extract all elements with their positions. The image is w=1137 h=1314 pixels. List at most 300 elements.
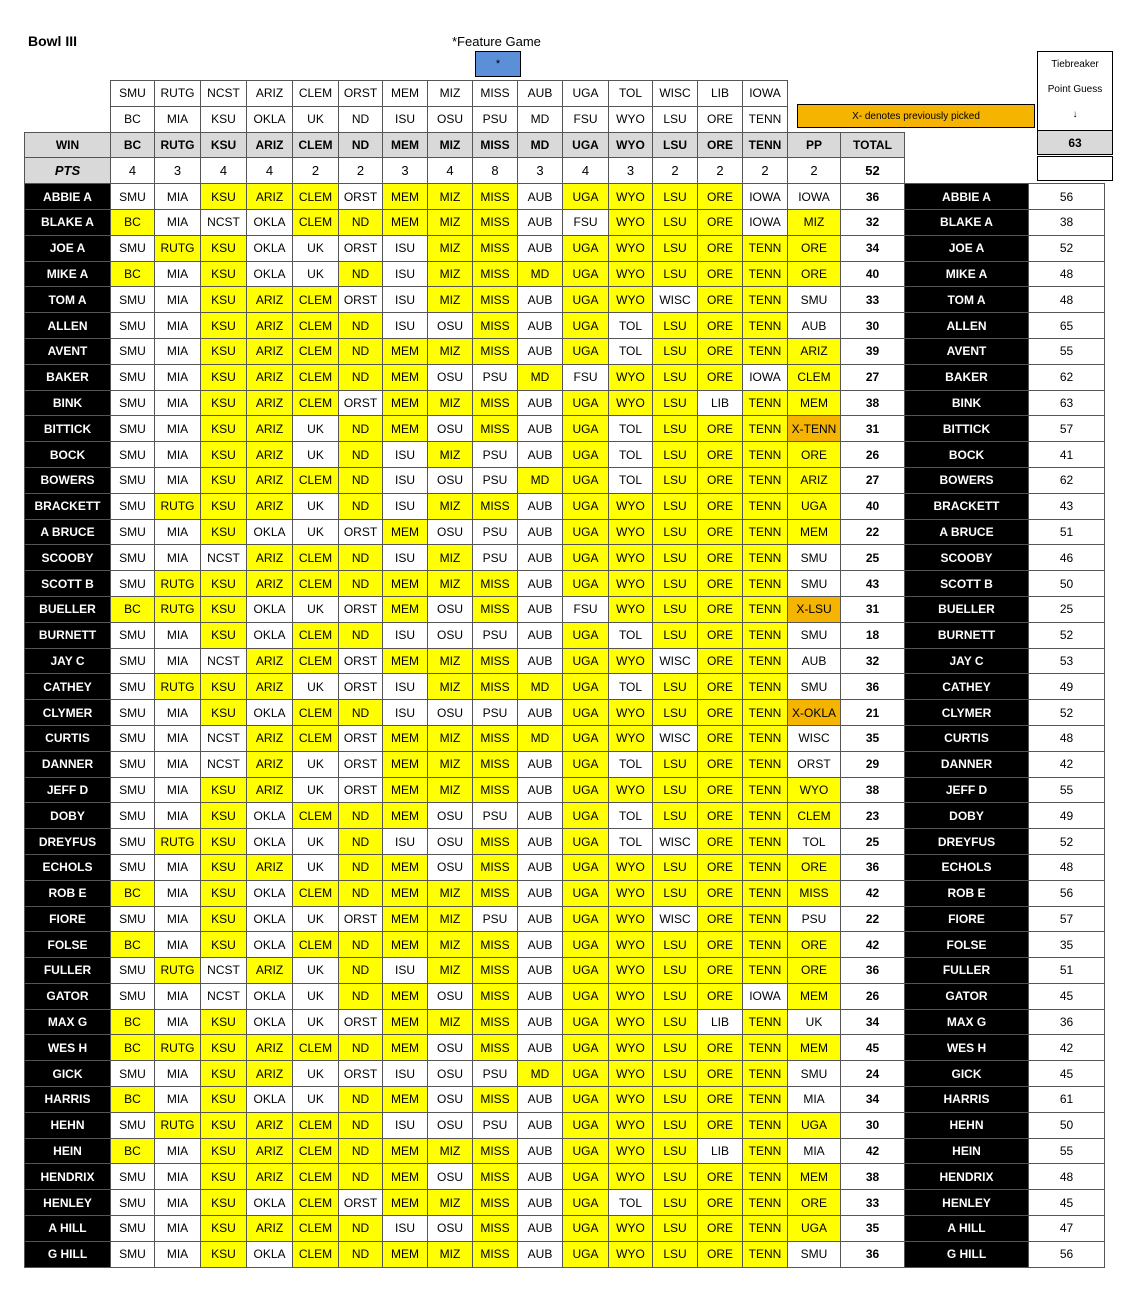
pick-cell: SMU <box>111 1241 155 1267</box>
pick-cell: OSU <box>428 416 473 442</box>
team-cell: UGA <box>563 81 609 107</box>
pick-cell: MIZ <box>428 338 473 364</box>
pick-cell: LSU <box>653 1035 698 1061</box>
player-name-repeat: BITTICK <box>905 416 1029 442</box>
player-row <box>25 803 1105 829</box>
player-name: BURNETT <box>25 622 111 648</box>
player-name-repeat: DREYFUS <box>905 829 1029 855</box>
pick-cell: MISS <box>473 1241 518 1267</box>
pick-cell: ND <box>339 493 383 519</box>
previously-picked-note: X- denotes previously picked <box>797 104 1035 128</box>
pick-cell: UK <box>293 958 339 984</box>
pick-cell: MIA <box>155 1164 201 1190</box>
pick-cell: TENN <box>743 416 788 442</box>
pick-cell: ND <box>339 700 383 726</box>
player-name: ROB E <box>25 880 111 906</box>
pick-cell: UK <box>293 1061 339 1087</box>
pick-cell: TENN <box>743 803 788 829</box>
pick-cell: IOWA <box>743 983 788 1009</box>
pick-cell: SMU <box>111 700 155 726</box>
pick-cell: CLEM <box>293 725 339 751</box>
pick-cell: UK <box>293 751 339 777</box>
pick-cell: KSU <box>201 1035 247 1061</box>
pick-cell: ISU <box>383 829 428 855</box>
pick-cell: UGA <box>563 261 609 287</box>
pick-cell: MIA <box>155 880 201 906</box>
pick-cell: ORST <box>339 184 383 210</box>
pick-cell: LSU <box>653 751 698 777</box>
pick-cell: PSU <box>473 803 518 829</box>
player-name-repeat: TOM A <box>905 287 1029 313</box>
pick-cell: MISS <box>473 880 518 906</box>
pick-cell: ORE <box>698 1061 743 1087</box>
total-cell: 26 <box>841 442 905 468</box>
points-cell: 3 <box>155 158 201 184</box>
pick-cell: UGA <box>563 235 609 261</box>
power-pick-cell: SMU <box>788 1241 841 1267</box>
pick-cell: RUTG <box>155 829 201 855</box>
team-cell: WISC <box>653 81 698 107</box>
pick-cell: ORE <box>698 1112 743 1138</box>
pick-cell: ISU <box>383 442 428 468</box>
pick-cell: ORE <box>698 519 743 545</box>
pick-cell: TOL <box>609 803 653 829</box>
pick-cell: ORE <box>698 545 743 571</box>
pick-cell: ORST <box>339 390 383 416</box>
pick-cell: MEM <box>383 519 428 545</box>
pick-cell: ORST <box>339 725 383 751</box>
pick-cell: MIZ <box>428 751 473 777</box>
pick-cell: ORE <box>698 1164 743 1190</box>
pick-cell: SMU <box>111 674 155 700</box>
tiebreaker-guess: 38 <box>1029 209 1105 235</box>
pick-cell: IOWA <box>743 364 788 390</box>
pick-cell: MEM <box>383 338 428 364</box>
total-cell: 38 <box>841 390 905 416</box>
pick-cell: OKLA <box>247 622 293 648</box>
player-row <box>25 1216 1105 1242</box>
team-cell: OKLA <box>247 106 293 132</box>
pick-cell: WYO <box>609 777 653 803</box>
pick-cell: TOL <box>609 416 653 442</box>
player-row <box>25 932 1105 958</box>
pick-cell: KSU <box>201 622 247 648</box>
tiebreaker-guess: 52 <box>1029 829 1105 855</box>
pick-cell: NCST <box>201 751 247 777</box>
pick-cell: AUB <box>518 854 563 880</box>
pick-cell: UGA <box>563 880 609 906</box>
pick-cell: LSU <box>653 364 698 390</box>
pick-cell: WYO <box>609 1061 653 1087</box>
pick-cell: TENN <box>743 932 788 958</box>
spacer-cell <box>25 81 111 107</box>
pick-cell: ND <box>339 1216 383 1242</box>
points-cell: 2 <box>698 158 743 184</box>
pick-cell: SMU <box>111 622 155 648</box>
pick-cell: OKLA <box>247 519 293 545</box>
power-pick-cell: MEM <box>788 519 841 545</box>
tiebreaker-guess: 49 <box>1029 803 1105 829</box>
player-name: FULLER <box>25 958 111 984</box>
pick-cell: PSU <box>473 622 518 648</box>
power-pick-cell: MEM <box>788 1035 841 1061</box>
pick-cell: MIA <box>155 1138 201 1164</box>
pick-cell: LSU <box>653 235 698 261</box>
player-name: SCOTT B <box>25 571 111 597</box>
pick-cell: OSU <box>428 1061 473 1087</box>
pick-cell: LSU <box>653 545 698 571</box>
power-pick-cell: MIA <box>788 1087 841 1113</box>
pick-cell: OKLA <box>247 700 293 726</box>
pick-cell: MEM <box>383 648 428 674</box>
power-pick-cell: X-OKLA <box>788 700 841 726</box>
pick-cell: OKLA <box>247 1009 293 1035</box>
pick-cell: AUB <box>518 1009 563 1035</box>
pick-cell: MISS <box>473 1216 518 1242</box>
pick-cell: ORE <box>698 338 743 364</box>
pick-cell: OSU <box>428 1035 473 1061</box>
team-cell: PSU <box>473 106 518 132</box>
pick-cell: SMU <box>111 1190 155 1216</box>
pick-cell: UGA <box>563 287 609 313</box>
pick-cell: ORE <box>698 364 743 390</box>
pick-cell: OSU <box>428 983 473 1009</box>
pick-cell: CLEM <box>293 287 339 313</box>
tiebreaker-guess: 65 <box>1029 313 1105 339</box>
pick-cell: UGA <box>563 571 609 597</box>
pick-cell: LSU <box>653 1112 698 1138</box>
total-cell: 26 <box>841 983 905 1009</box>
spacer-cell <box>841 81 905 107</box>
pick-cell: AUB <box>518 751 563 777</box>
pick-cell: LSU <box>653 1190 698 1216</box>
pick-cell: WISC <box>653 648 698 674</box>
pick-cell: TENN <box>743 880 788 906</box>
pick-cell: UGA <box>563 725 609 751</box>
player-name-repeat: FOLSE <box>905 932 1029 958</box>
pick-cell: UGA <box>563 519 609 545</box>
pick-cell: CLEM <box>293 1241 339 1267</box>
pick-cell: WISC <box>653 287 698 313</box>
points-cell: 4 <box>428 158 473 184</box>
winner-cell: MEM <box>383 132 428 158</box>
pick-cell: TOL <box>609 829 653 855</box>
power-pick-cell: SMU <box>788 1061 841 1087</box>
pick-cell: ORE <box>698 287 743 313</box>
tiebreaker-guess: 56 <box>1029 184 1105 210</box>
pick-cell: MIZ <box>428 932 473 958</box>
total-cell: 23 <box>841 803 905 829</box>
pick-cell: LSU <box>653 184 698 210</box>
pick-cell: AUB <box>518 209 563 235</box>
pick-cell: TENN <box>743 648 788 674</box>
pick-cell: UGA <box>563 674 609 700</box>
points-cell: 8 <box>473 158 518 184</box>
player-name: JAY C <box>25 648 111 674</box>
pick-cell: ND <box>339 1164 383 1190</box>
pick-cell: UK <box>293 854 339 880</box>
pick-cell: KSU <box>201 777 247 803</box>
player-name-repeat: JAY C <box>905 648 1029 674</box>
pick-cell: SMU <box>111 983 155 1009</box>
pick-cell: OKLA <box>247 1087 293 1113</box>
power-pick-cell: ORE <box>788 854 841 880</box>
pick-cell: SMU <box>111 1164 155 1190</box>
pick-cell: ORST <box>339 777 383 803</box>
pick-cell: ARIZ <box>247 493 293 519</box>
pick-cell: MEM <box>383 209 428 235</box>
pick-cell: MIZ <box>428 1241 473 1267</box>
tiebreaker-guess: 48 <box>1029 1164 1105 1190</box>
pick-cell: FSU <box>563 364 609 390</box>
pick-cell: ARIZ <box>247 854 293 880</box>
pick-cell: UGA <box>563 442 609 468</box>
pick-cell: MISS <box>473 235 518 261</box>
tiebreaker-guess: 41 <box>1029 442 1105 468</box>
pick-cell: ARIZ <box>247 545 293 571</box>
pick-cell: SMU <box>111 1216 155 1242</box>
pick-cell: ISU <box>383 958 428 984</box>
pick-cell: MISS <box>473 338 518 364</box>
power-pick-cell: UGA <box>788 493 841 519</box>
pick-cell: TENN <box>743 493 788 519</box>
pick-cell: ISU <box>383 622 428 648</box>
pick-cell: MISS <box>473 958 518 984</box>
player-name: DREYFUS <box>25 829 111 855</box>
player-name-repeat: G HILL <box>905 1241 1029 1267</box>
pick-cell: TENN <box>743 1112 788 1138</box>
player-name: GICK <box>25 1061 111 1087</box>
pick-cell: ND <box>339 958 383 984</box>
power-pick-cell: TOL <box>788 829 841 855</box>
pick-cell: WYO <box>609 1009 653 1035</box>
player-row <box>25 235 1105 261</box>
winner-cell: RUTG <box>155 132 201 158</box>
player-row <box>25 1009 1105 1035</box>
power-pick-cell: ORE <box>788 1190 841 1216</box>
pick-cell: MIA <box>155 1087 201 1113</box>
tiebreaker-guess: 52 <box>1029 700 1105 726</box>
player-row <box>25 700 1105 726</box>
pick-cell: ISU <box>383 700 428 726</box>
pick-cell: ORE <box>698 235 743 261</box>
power-pick-cell: SMU <box>788 545 841 571</box>
pick-cell: UGA <box>563 906 609 932</box>
pick-cell: SMU <box>111 416 155 442</box>
team-cell: NCST <box>201 81 247 107</box>
player-row <box>25 829 1105 855</box>
player-name: BUELLER <box>25 596 111 622</box>
pick-cell: AUB <box>518 1190 563 1216</box>
player-row <box>25 184 1105 210</box>
total-cell: 39 <box>841 338 905 364</box>
pick-cell: AUB <box>518 958 563 984</box>
pick-cell: WYO <box>609 493 653 519</box>
tiebreaker-guess: 42 <box>1029 751 1105 777</box>
pick-cell: OSU <box>428 803 473 829</box>
total-cell: 36 <box>841 958 905 984</box>
pick-cell: AUB <box>518 313 563 339</box>
pick-cell: ARIZ <box>247 1061 293 1087</box>
pick-cell: MISS <box>473 1190 518 1216</box>
pick-cell: TOL <box>609 674 653 700</box>
pick-cell: UGA <box>563 648 609 674</box>
pick-cell: MEM <box>383 1087 428 1113</box>
pick-cell: MEM <box>383 364 428 390</box>
pick-cell: ORE <box>698 1190 743 1216</box>
pick-cell: BC <box>111 1138 155 1164</box>
pick-cell: MISS <box>473 1087 518 1113</box>
pick-cell: PSU <box>473 442 518 468</box>
pick-cell: ARIZ <box>247 184 293 210</box>
pick-cell: AUB <box>518 1216 563 1242</box>
total-cell: 21 <box>841 700 905 726</box>
pick-cell: MIZ <box>428 545 473 571</box>
pick-cell: MIZ <box>428 1009 473 1035</box>
player-row <box>25 622 1105 648</box>
power-pick-cell: ARIZ <box>788 338 841 364</box>
pick-cell: UK <box>293 261 339 287</box>
player-name: BAKER <box>25 364 111 390</box>
pick-cell: ISU <box>383 545 428 571</box>
tiebreaker-guess: 45 <box>1029 983 1105 1009</box>
tiebreaker-guess: 45 <box>1029 1061 1105 1087</box>
player-name-repeat: GICK <box>905 1061 1029 1087</box>
pick-cell: UGA <box>563 1112 609 1138</box>
pick-cell: KSU <box>201 1241 247 1267</box>
team-cell: IOWA <box>743 81 788 107</box>
pick-cell: WYO <box>609 1164 653 1190</box>
total-cell: 31 <box>841 596 905 622</box>
pick-cell: TENN <box>743 1164 788 1190</box>
player-name-repeat: ROB E <box>905 880 1029 906</box>
pick-cell: LSU <box>653 313 698 339</box>
power-pick-cell: ORE <box>788 235 841 261</box>
power-pick-cell: ARIZ <box>788 467 841 493</box>
player-name-repeat: BINK <box>905 390 1029 416</box>
team-cell: FSU <box>563 106 609 132</box>
pick-cell: TENN <box>743 1035 788 1061</box>
pick-cell: KSU <box>201 338 247 364</box>
pick-cell: AUB <box>518 932 563 958</box>
team-cell: ORST <box>339 81 383 107</box>
player-name-repeat: ALLEN <box>905 313 1029 339</box>
total-cell: 29 <box>841 751 905 777</box>
pick-cell: MISS <box>473 261 518 287</box>
pick-cell: LSU <box>653 596 698 622</box>
power-pick-cell: IOWA <box>788 184 841 210</box>
pick-cell: LSU <box>653 493 698 519</box>
tiebreaker-guess: 61 <box>1029 1087 1105 1113</box>
pick-cell: UGA <box>563 700 609 726</box>
player-name: MAX G <box>25 1009 111 1035</box>
pick-cell: MIA <box>155 1216 201 1242</box>
pick-cell: TENN <box>743 829 788 855</box>
points-cell: 3 <box>383 158 428 184</box>
pick-cell: BC <box>111 1087 155 1113</box>
pick-cell: WYO <box>609 1241 653 1267</box>
pick-cell: UGA <box>563 1190 609 1216</box>
player-name-repeat: A HILL <box>905 1216 1029 1242</box>
pick-cell: WYO <box>609 1035 653 1061</box>
tiebreaker-guess: 35 <box>1029 932 1105 958</box>
total-cell: 38 <box>841 777 905 803</box>
player-name: WES H <box>25 1035 111 1061</box>
player-name: HENLEY <box>25 1190 111 1216</box>
total-cell: 31 <box>841 416 905 442</box>
pick-cell: MD <box>518 467 563 493</box>
pick-cell: OKLA <box>247 932 293 958</box>
tiebreaker-guess: 50 <box>1029 571 1105 597</box>
pick-cell: UK <box>293 1009 339 1035</box>
pick-cell: LSU <box>653 622 698 648</box>
pick-cell: WYO <box>609 235 653 261</box>
pick-cell: ORE <box>698 184 743 210</box>
pick-cell: UGA <box>563 1216 609 1242</box>
player-name-repeat: FIORE <box>905 906 1029 932</box>
total-cell: 18 <box>841 622 905 648</box>
pick-cell: ORE <box>698 313 743 339</box>
player-row <box>25 1138 1105 1164</box>
power-pick-cell: X-LSU <box>788 596 841 622</box>
pick-cell: UK <box>293 519 339 545</box>
pick-cell: LIB <box>698 1009 743 1035</box>
player-row <box>25 854 1105 880</box>
pick-cell: TENN <box>743 442 788 468</box>
winner-cell: MIZ <box>428 132 473 158</box>
player-row <box>25 1190 1105 1216</box>
player-name: BOCK <box>25 442 111 468</box>
pick-cell: MEM <box>383 1241 428 1267</box>
total-cell: 33 <box>841 1190 905 1216</box>
player-name: AVENT <box>25 338 111 364</box>
pick-cell: ISU <box>383 467 428 493</box>
power-pick-cell: MIZ <box>788 209 841 235</box>
player-row <box>25 1061 1105 1087</box>
total-cell: 43 <box>841 571 905 597</box>
pick-cell: ORST <box>339 287 383 313</box>
pick-cell: MEM <box>383 1164 428 1190</box>
power-pick-cell: CLEM <box>788 364 841 390</box>
point-guess-label: Point Guess <box>1047 84 1103 95</box>
pick-cell: TENN <box>743 622 788 648</box>
pick-cell: UGA <box>563 751 609 777</box>
pick-cell: SMU <box>111 751 155 777</box>
player-name-repeat: A BRUCE <box>905 519 1029 545</box>
pick-cell: NCST <box>201 209 247 235</box>
player-name: BINK <box>25 390 111 416</box>
pick-cell: OSU <box>428 313 473 339</box>
points-cell: 4 <box>111 158 155 184</box>
player-name-repeat: CURTIS <box>905 725 1029 751</box>
pick-cell: ND <box>339 1035 383 1061</box>
team-cell: LIB <box>698 81 743 107</box>
player-row <box>25 287 1105 313</box>
pick-cell: ISU <box>383 235 428 261</box>
pick-cell: KSU <box>201 493 247 519</box>
pick-cell: WYO <box>609 261 653 287</box>
player-row <box>25 1241 1105 1267</box>
pick-cell: ARIZ <box>247 287 293 313</box>
power-pick-cell: WYO <box>788 777 841 803</box>
points-cell: 3 <box>518 158 563 184</box>
pick-cell: LSU <box>653 1061 698 1087</box>
pick-cell: MIZ <box>428 442 473 468</box>
pick-cell: CLEM <box>293 1035 339 1061</box>
player-row <box>25 983 1105 1009</box>
pick-cell: ORST <box>339 1190 383 1216</box>
player-row <box>25 338 1105 364</box>
